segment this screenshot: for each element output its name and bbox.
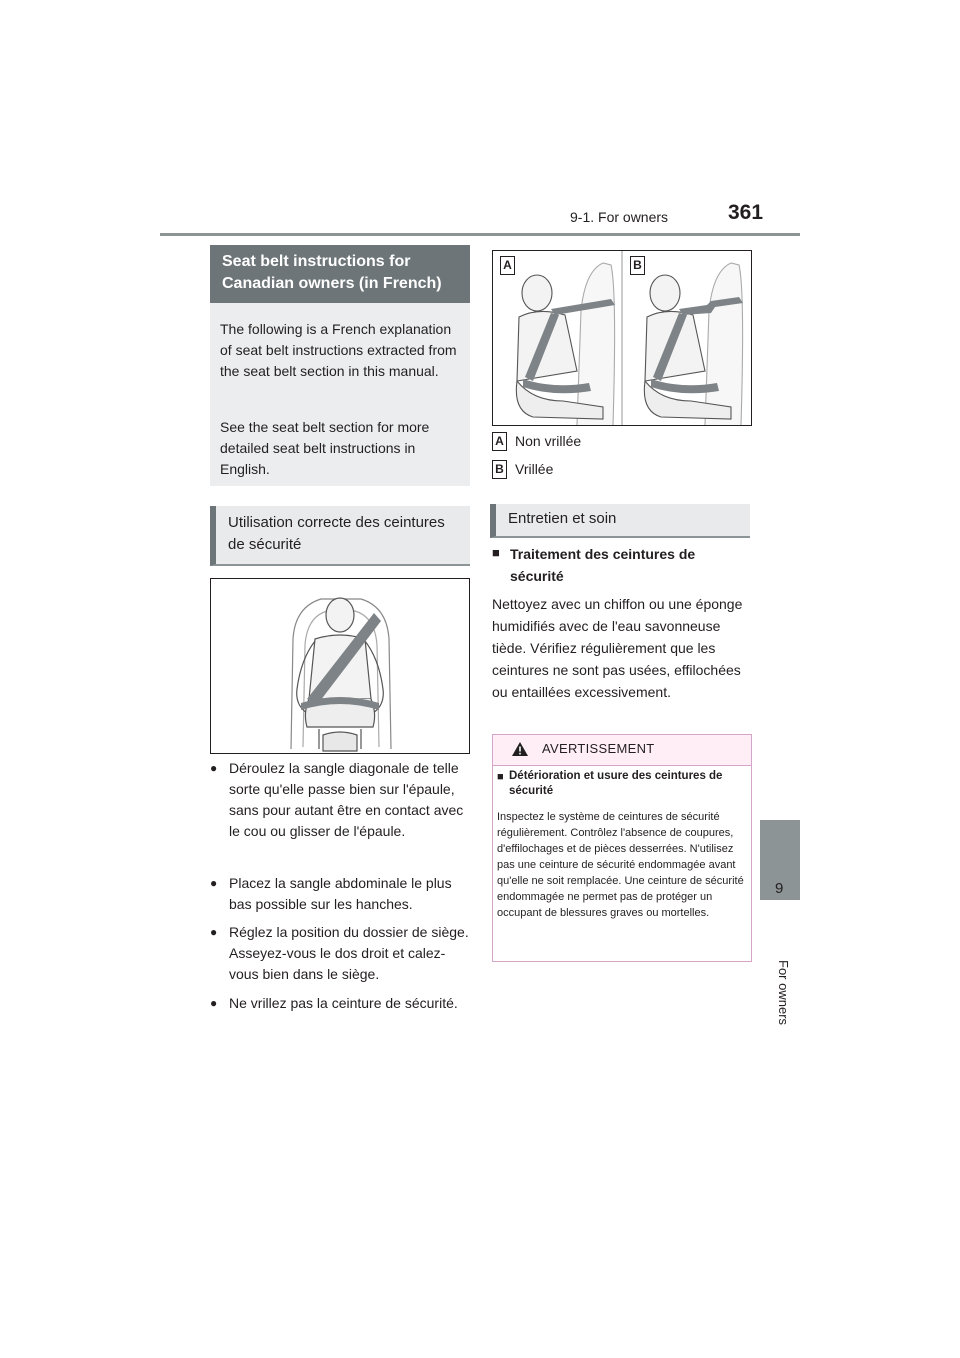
section-heading-care-text: Entretien et soin bbox=[508, 510, 617, 527]
warning-body: Inspectez le système de ceintures de sécurité régulièrement. Contrôlez l'absence de coupures, d'effilochages et de pièces desserrées. N'utilisez pas une ceinture de sécurité endommagée avant qu'elle ne soit remplacée. Une ceinture de sécurité endommagée ne permet pas de protéger un occupant de blessures graves ou mortelles. bbox=[497, 811, 744, 919]
section-heading-usage-text: Utilisation correcte des ceintures de sécurité bbox=[228, 514, 445, 553]
warning-box bbox=[492, 734, 752, 962]
intro-paragraph-1: The following is a French explanation of seat belt instructions extracted from the seat belt section in this manual. bbox=[220, 321, 457, 379]
figure-label-a: A bbox=[500, 256, 515, 275]
section-heading-usage bbox=[210, 506, 470, 566]
header-rule bbox=[160, 233, 800, 236]
warning-header bbox=[493, 735, 751, 766]
bullet-item bbox=[210, 758, 468, 868]
bullet-marker: ● bbox=[210, 925, 218, 939]
warning-triangle-icon bbox=[511, 741, 529, 757]
subheading-marker: ■ bbox=[492, 545, 500, 560]
bullet-marker: ● bbox=[210, 761, 218, 775]
seatbelt-illustration bbox=[210, 578, 470, 754]
bullet-item bbox=[210, 922, 468, 988]
intro-box bbox=[210, 303, 470, 486]
belt-comparison-illustration bbox=[493, 251, 751, 425]
twisted-belt-illustration bbox=[492, 250, 752, 426]
seated-person-illustration bbox=[211, 579, 469, 753]
warning-subheading: Détérioration et usure des ceintures de sécurité bbox=[509, 770, 723, 797]
bullet-text: Placez la sangle abdominale le plus bas possible sur les hanches. bbox=[229, 875, 452, 912]
chapter-number: 9 bbox=[775, 880, 784, 897]
section-title: Seat belt instructions for Canadian owners (in French) bbox=[222, 253, 442, 292]
caption-label-b: B bbox=[492, 460, 507, 479]
section-heading-care bbox=[490, 504, 750, 538]
bullet-text: Déroulez la sangle diagonale de telle sorte qu'elle passe bien sur l'épaule, sans pour autant être en contact avec le cou ou glisser de l'épaule. bbox=[229, 760, 464, 839]
subheading-cleaning: Traitement des ceintures de sécurité bbox=[510, 546, 696, 584]
running-header-section: 9-1. For owners bbox=[570, 209, 669, 225]
bullet-item bbox=[210, 873, 468, 917]
bullet-text: Ne vrillez pas la ceinture de sécurité. bbox=[229, 995, 458, 1011]
bullet-text: Réglez la position du dossier de siège. Asseyez-vous le dos droit et calez-vous bien dans le siège. bbox=[229, 924, 469, 982]
chapter-label: For owners bbox=[776, 960, 791, 1026]
caption-text-a: Non vrillée bbox=[515, 433, 582, 449]
warning-subheading-marker: ■ bbox=[497, 771, 504, 783]
warning-title: AVERTISSEMENT bbox=[542, 741, 655, 756]
bullet-marker: ● bbox=[210, 996, 218, 1010]
page-number: 361 bbox=[728, 201, 764, 224]
section-title-box bbox=[210, 245, 470, 303]
intro-paragraph-2: See the seat belt section for more detailed seat belt instructions in English. bbox=[220, 419, 430, 477]
caption-text-b: Vrillée bbox=[515, 461, 554, 477]
figure-label-b: B bbox=[630, 256, 645, 275]
bullet-item bbox=[210, 993, 468, 1037]
caption-label-a: A bbox=[492, 432, 507, 451]
cleaning-paragraph: Nettoyez avec un chiffon ou une éponge humidifiés avec de l'eau savonneuse tiède. Vérifiez régulièrement que les ceintures ne sont pas usées, effilochées ou entaillées excessivement. bbox=[492, 596, 743, 700]
bullet-marker: ● bbox=[210, 876, 218, 890]
